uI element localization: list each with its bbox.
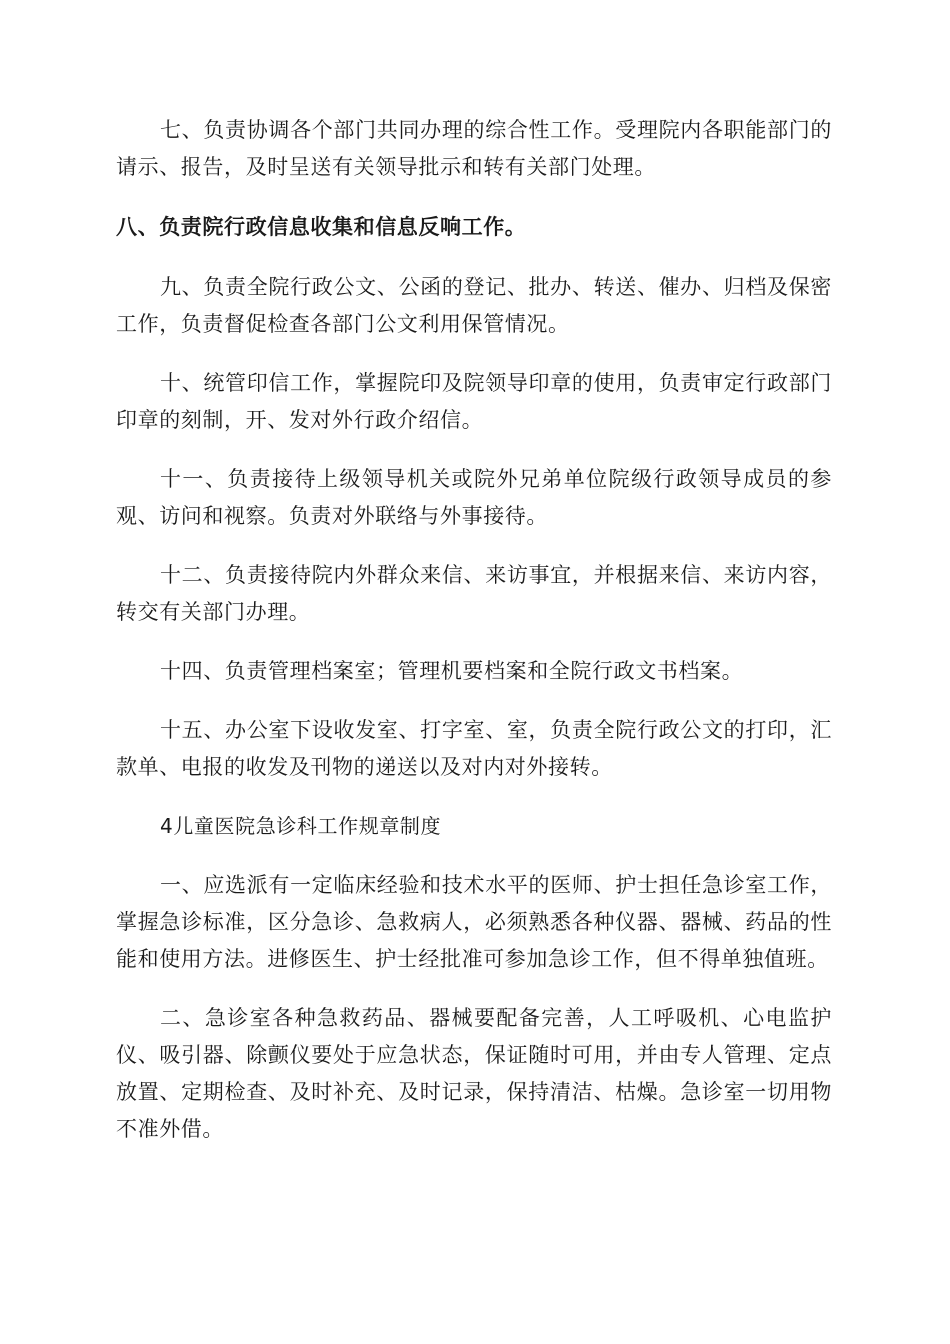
paragraph-item-10: 十、统管印信工作，掌握院印及院领导印章的使用，负责审定行政部门印章的刻制，开、发对外行政介绍信。 xyxy=(116,371,832,432)
paragraph-item-9: 九、负责全院行政公文、公函的登记、批办、转送、催办、归档及保密工作，负责督促检查各部门公文利用保管情况。 xyxy=(116,275,832,336)
paragraph-item-8-bold: 八、负责院行政信息收集和信息反响工作。 xyxy=(116,214,527,239)
paragraph-item-14: 十四、负责管理档案室；管理机要档案和全院行政文书档案。 xyxy=(160,659,744,683)
paragraph-emergency-2: 二、急诊室各种急救药品、器械要配备完善，人工呼吸机、心电监护仪、吸引器、除颤仪要处于应急状态，保证随时可用，并由专人管理、定点放置、定期检查、及时补充、及时记录，保持清洁、枯燥。急诊室一切用物不准外借。 xyxy=(116,1006,832,1141)
section-title-emergency-rules: 4儿童医院急诊科工作规章制度 xyxy=(160,814,442,838)
paragraph-item-15: 十五、办公室下设收发室、打字室、室，负责全院行政公文的打印，汇款单、电报的收发及刊物的递送以及对内对外接转。 xyxy=(116,718,832,779)
paragraph-item-7: 七、负责协调各个部门共同办理的综合性工作。受理院内各职能部门的请示、报告，及时呈送有关领导批示和转有关部门处理。 xyxy=(116,118,832,179)
document-page xyxy=(116,112,832,1170)
paragraph-item-11: 十一、负责接待上级领导机关或院外兄弟单位院级行政领导成员的参观、访问和视察。负责对外联络与外事接待。 xyxy=(116,467,832,528)
paragraph-item-12: 十二、负责接待院内外群众来信、来访事宜，并根据来信、来访内容，转交有关部门办理。 xyxy=(116,563,832,624)
paragraph-emergency-1: 一、应选派有一定临床经验和技术水平的医师、护士担任急诊室工作，掌握急诊标准，区分急诊、急救病人，必须熟悉各种仪器、器械、药品的性能和使用方法。进修医生、护士经批准可参加急诊工作，但不得单独值班。 xyxy=(116,873,832,971)
